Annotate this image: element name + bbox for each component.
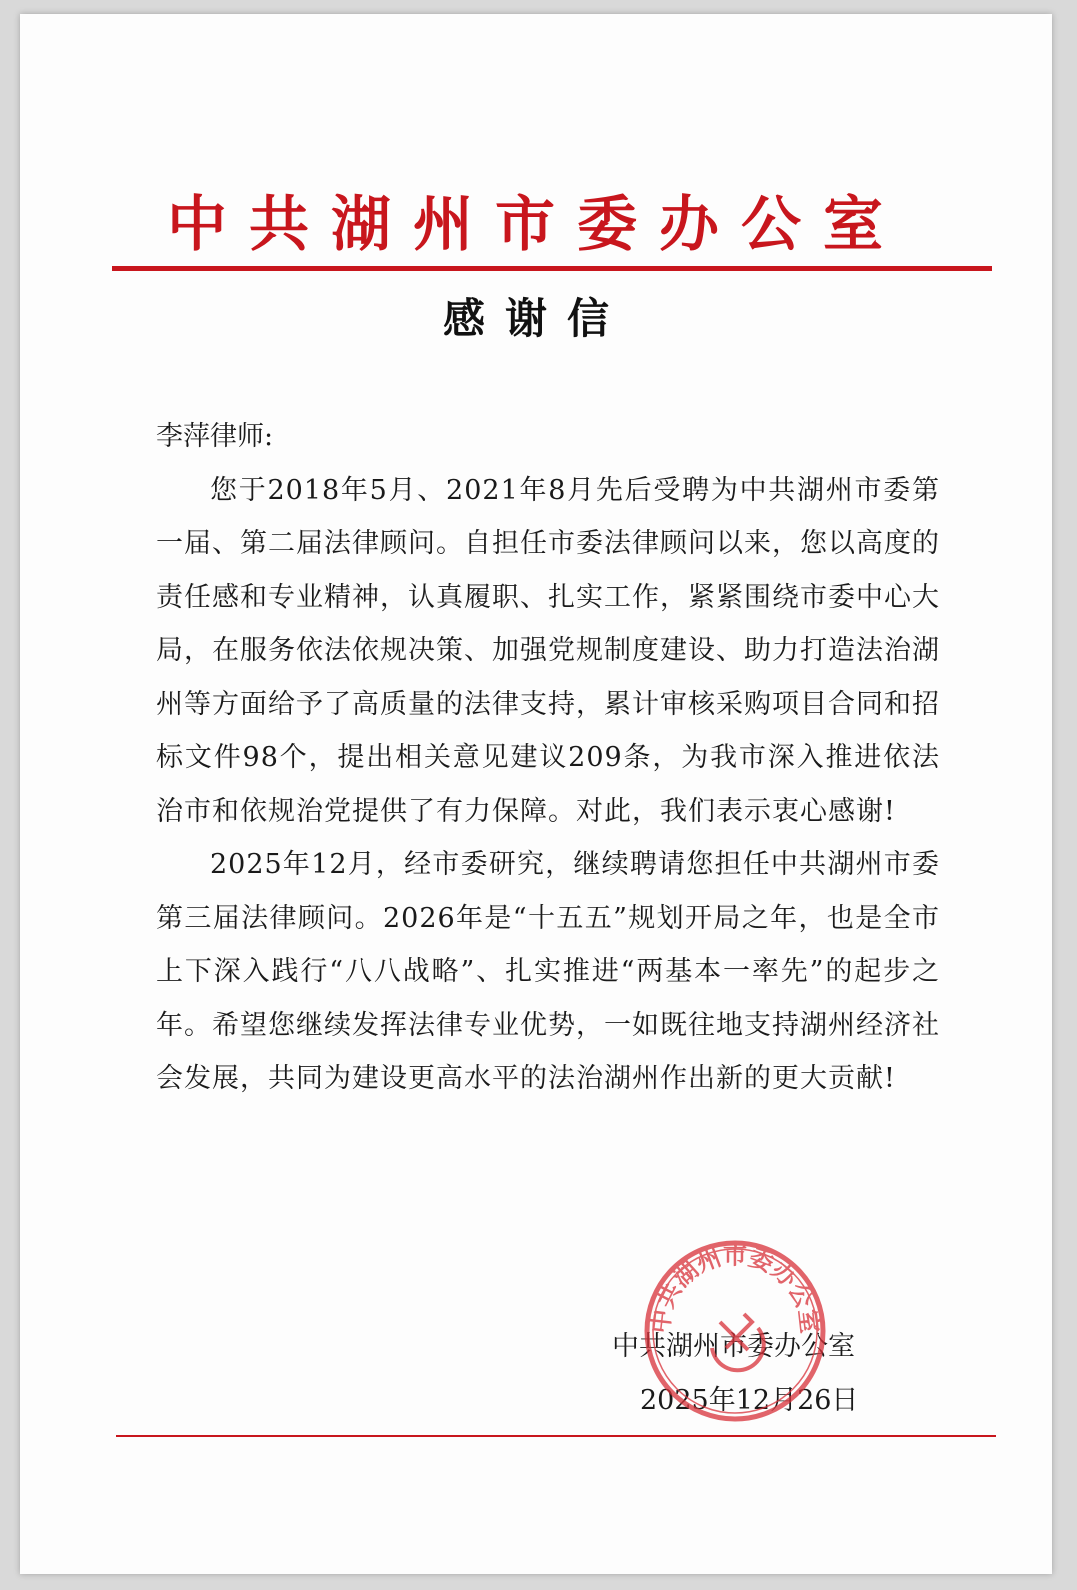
signature-date: 2025年12月26日 — [640, 1385, 859, 1416]
footer-red-rule — [116, 1435, 996, 1437]
signature-organization: 中共湖州市委办公室 — [612, 1331, 855, 1362]
body-paragraph-2: 2025年12月，经市委研究，继续聘请您担任中共湖州市委第三届法律顾问。2026年是“十五五”规划开局之年，也是全市上下深入践行“八八战略”、扎实推进“两基本一率先”的起步之年。希望您继续发挥法律专业优势，一如既往地支持湖州经济社会发展，共同为建设更高水平的法治湖州作出新的更大贡献! — [156, 849, 940, 1094]
letter-body — [156, 410, 940, 1106]
svg-text:中共湖州市委办公室: 中共湖州市委办公室 — [645, 1240, 825, 1335]
official-seal-stamp — [640, 1236, 830, 1426]
letter-page — [20, 14, 1052, 1574]
document-title: 感谢信 — [442, 294, 629, 343]
letterhead-red-rule — [112, 266, 992, 271]
body-paragraph-1: 您于2018年5月、2021年8月先后受聘为中共湖州市委第一届、第二届法律顾问。自担任市委法律顾问以来，您以高度的责任感和专业精神，认真履职、扎实工作，紧紧围绕市委中心大局，在服务依法依规决策、加强党规制度建设、助力打造法治湖州等方面给予了高质量的法律支持，累计审核采购项目合同和招标文件98个，提出相关意见建议209条，为我市深入推进依法治市和依规治党提供了有力保障。对此，我们表示衷心感谢! — [156, 474, 940, 827]
seal-emblem — [712, 1314, 764, 1370]
salutation: 李萍律师: — [156, 421, 274, 452]
letterhead-organization: 中共湖州市委办公室 — [167, 190, 905, 260]
